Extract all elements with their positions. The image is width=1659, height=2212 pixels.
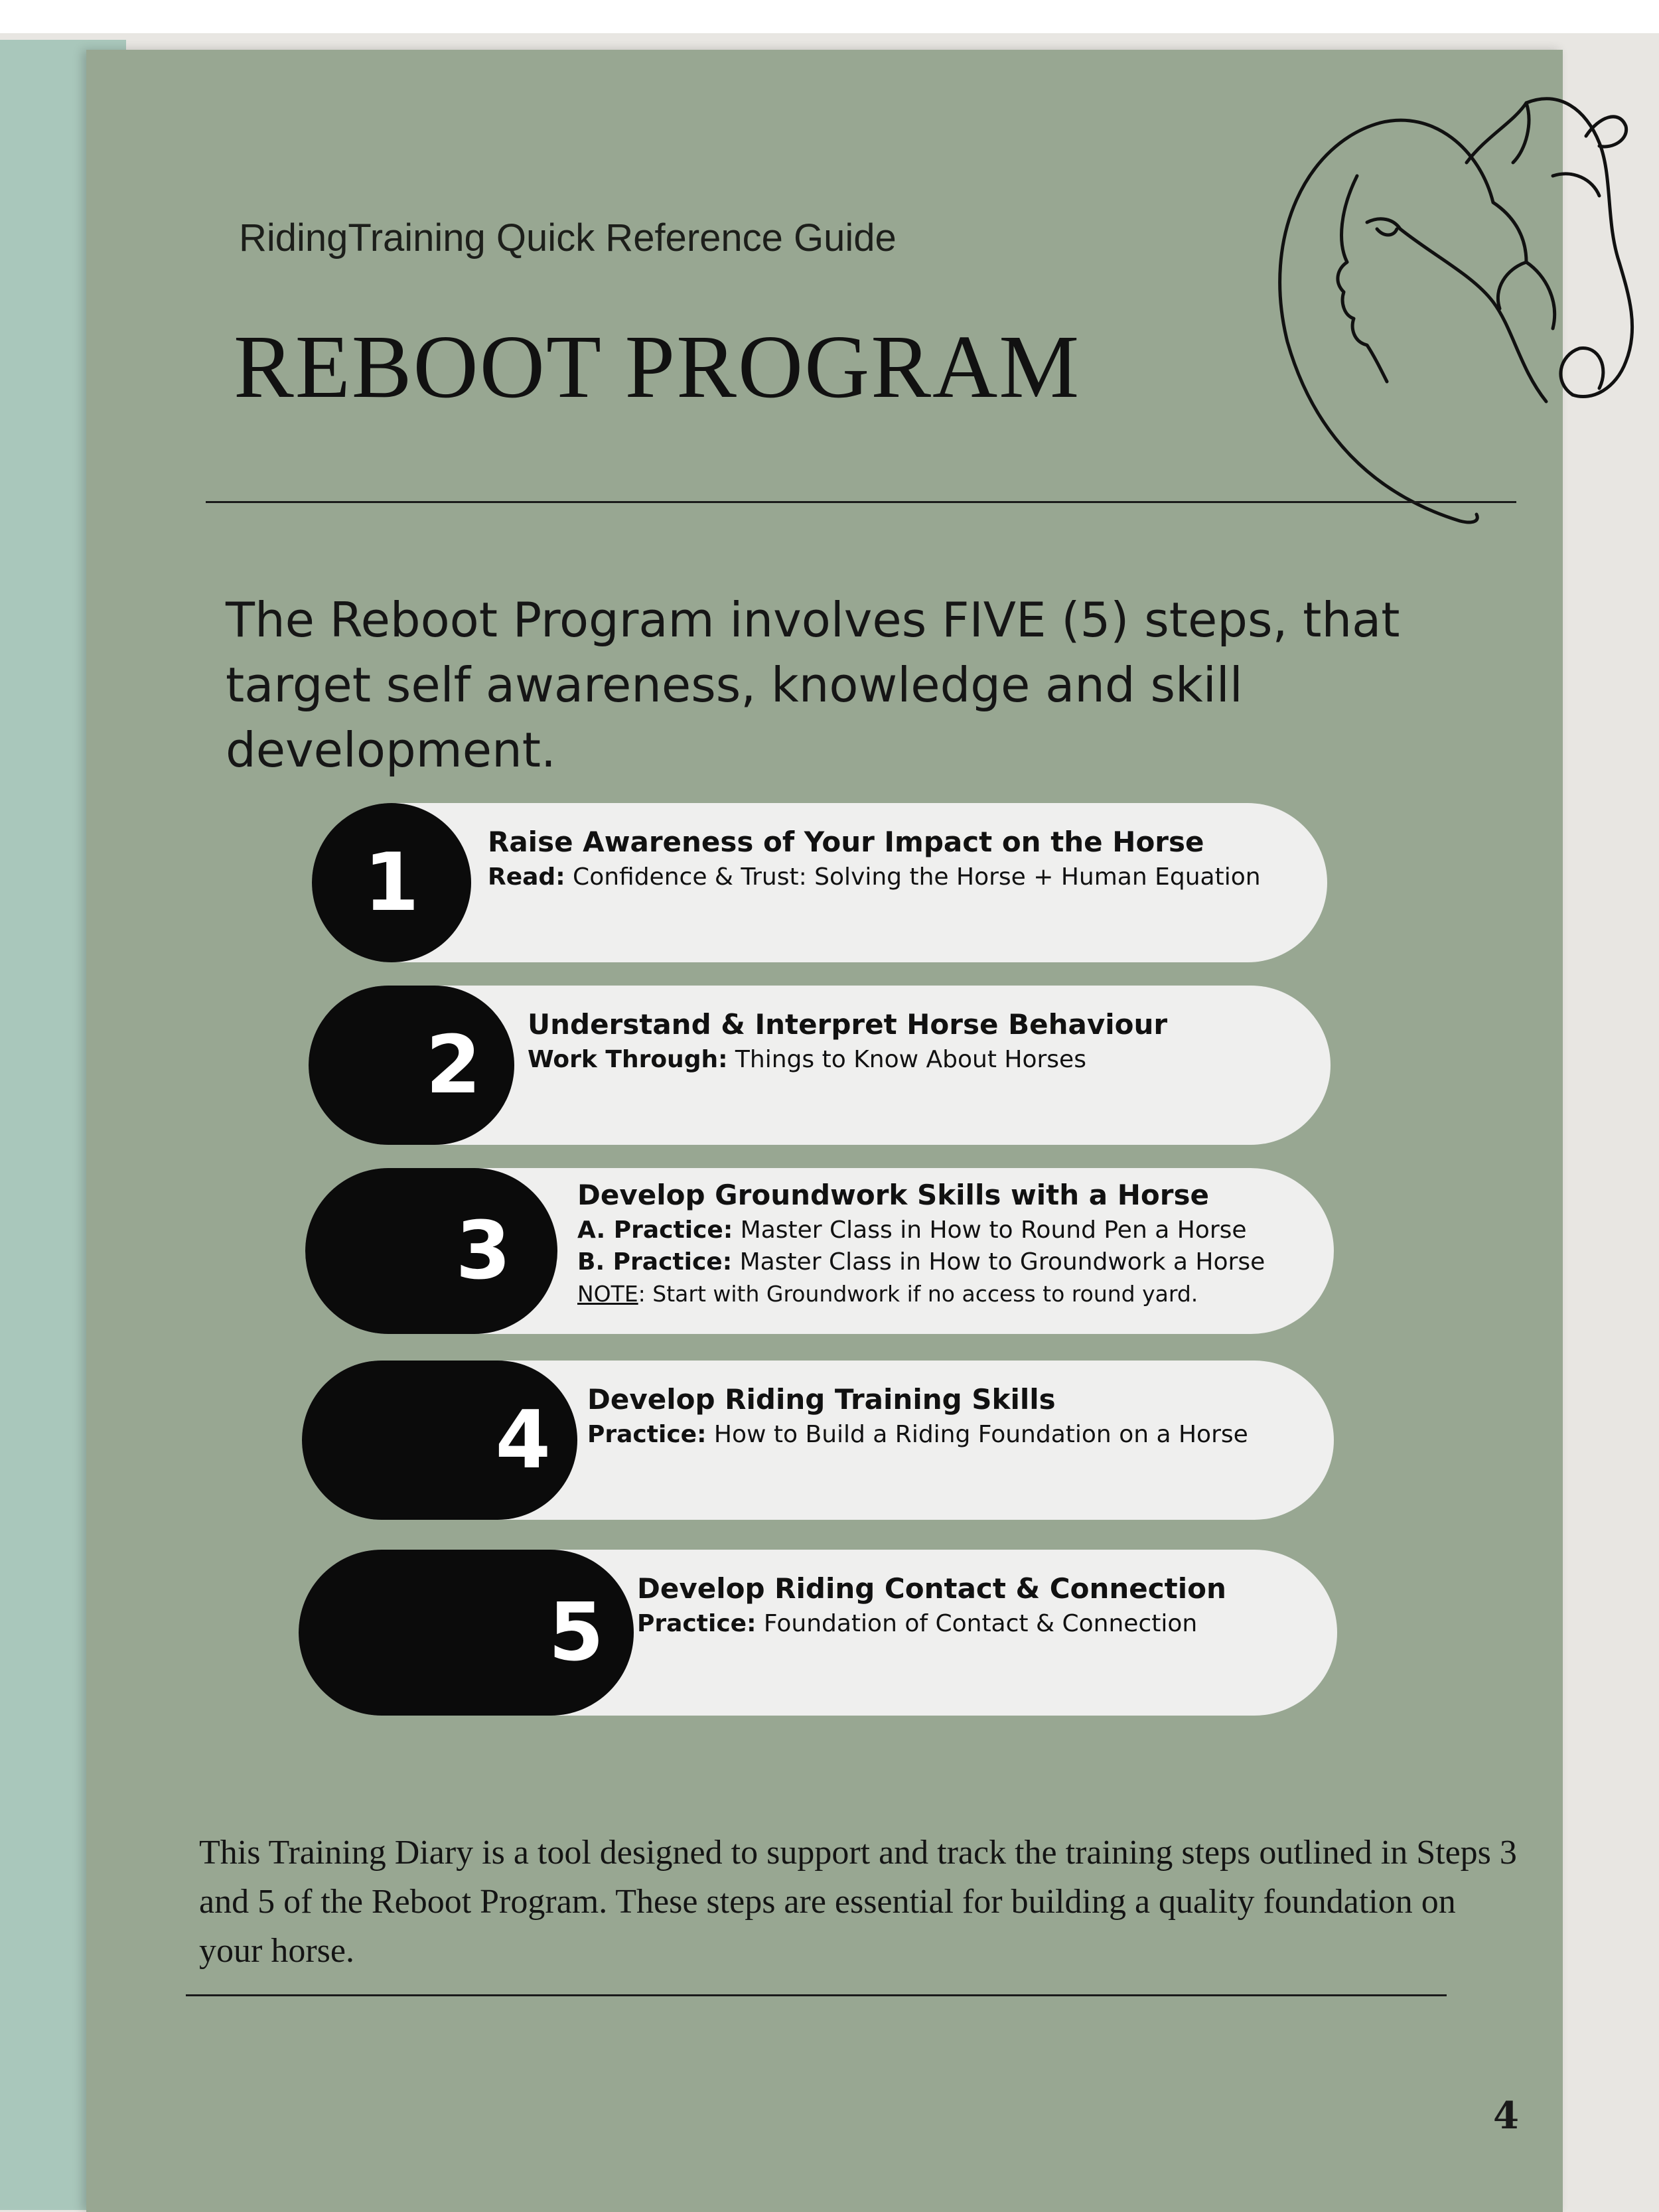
step-2 — [309, 986, 1331, 1145]
step-detail-text: How to Build a Riding Foundation on a Horse — [706, 1421, 1248, 1448]
step-title: Raise Awareness of Your Impact on the Horse — [488, 826, 1204, 858]
step-detail-label: Practice: — [587, 1421, 707, 1448]
step-content — [488, 823, 1261, 893]
step-detail — [587, 1419, 1248, 1451]
footer-paragraph: This Training Diary is a tool designed to support and track the training steps outlined in Steps 3 and 5 of the Reboot Program. These steps are essential for building a quality foundation on your horse. — [199, 1834, 1517, 1970]
page-title: REBOOT PROGRAM — [234, 317, 1081, 417]
step-content — [528, 1005, 1167, 1076]
step-detail-text: Master Class in How to Groundwork a Horse — [732, 1248, 1265, 1276]
step-1 — [312, 803, 1327, 962]
note-label: NOTE — [577, 1281, 638, 1307]
step-detail — [528, 1044, 1167, 1076]
guide-label: RidingTraining Quick Reference Guide — [239, 216, 897, 259]
step-title: Develop Riding Contact & Connection — [637, 1572, 1226, 1605]
step-title: Develop Groundwork Skills with a Horse — [577, 1179, 1209, 1211]
step-3 — [305, 1168, 1334, 1334]
step-number-badge: 3 — [305, 1168, 557, 1334]
step-number-badge: 4 — [302, 1361, 577, 1520]
step-detail-label: A. Practice: — [577, 1217, 733, 1244]
step-title: Understand & Interpret Horse Behaviour — [528, 1008, 1168, 1041]
woman-horse-line-art-icon — [1214, 63, 1639, 548]
step-detail-text: Things to Know About Horses — [727, 1046, 1086, 1073]
step-content — [587, 1380, 1248, 1451]
step-detail — [488, 861, 1261, 893]
step-detail — [577, 1215, 1265, 1246]
page-number: 4 — [1493, 2094, 1519, 2138]
step-detail — [577, 1246, 1265, 1278]
step-note — [577, 1278, 1265, 1310]
step-detail — [637, 1608, 1226, 1640]
step-detail-text: Master Class in How to Round Pen a Horse — [733, 1217, 1247, 1244]
step-detail-text: Confidence & Trust: Solving the Horse + Human Equation — [565, 863, 1261, 891]
step-detail-label: Practice: — [637, 1610, 757, 1637]
step-detail-label: Read: — [488, 863, 565, 891]
step-detail-label: Work Through: — [528, 1046, 728, 1073]
step-number-badge: 2 — [309, 986, 514, 1145]
step-5 — [299, 1550, 1337, 1716]
top-divider — [206, 501, 1516, 503]
step-detail-text: Foundation of Contact & Connection — [756, 1610, 1198, 1637]
step-title: Develop Riding Training Skills — [587, 1383, 1056, 1416]
intro-paragraph: The Reboot Program involves FIVE (5) steps, that target self awareness, knowledge and skill development. — [226, 592, 1400, 778]
step-number-badge: 5 — [299, 1550, 634, 1716]
step-content — [637, 1570, 1226, 1640]
note-text: : Start with Groundwork if no access to round yard. — [638, 1281, 1198, 1307]
bottom-divider — [186, 1994, 1447, 1996]
step-content — [577, 1176, 1265, 1310]
step-4 — [302, 1361, 1334, 1520]
step-number-badge: 1 — [312, 803, 471, 962]
step-detail-label: B. Practice: — [577, 1248, 733, 1276]
booklet-page — [86, 50, 1563, 2212]
